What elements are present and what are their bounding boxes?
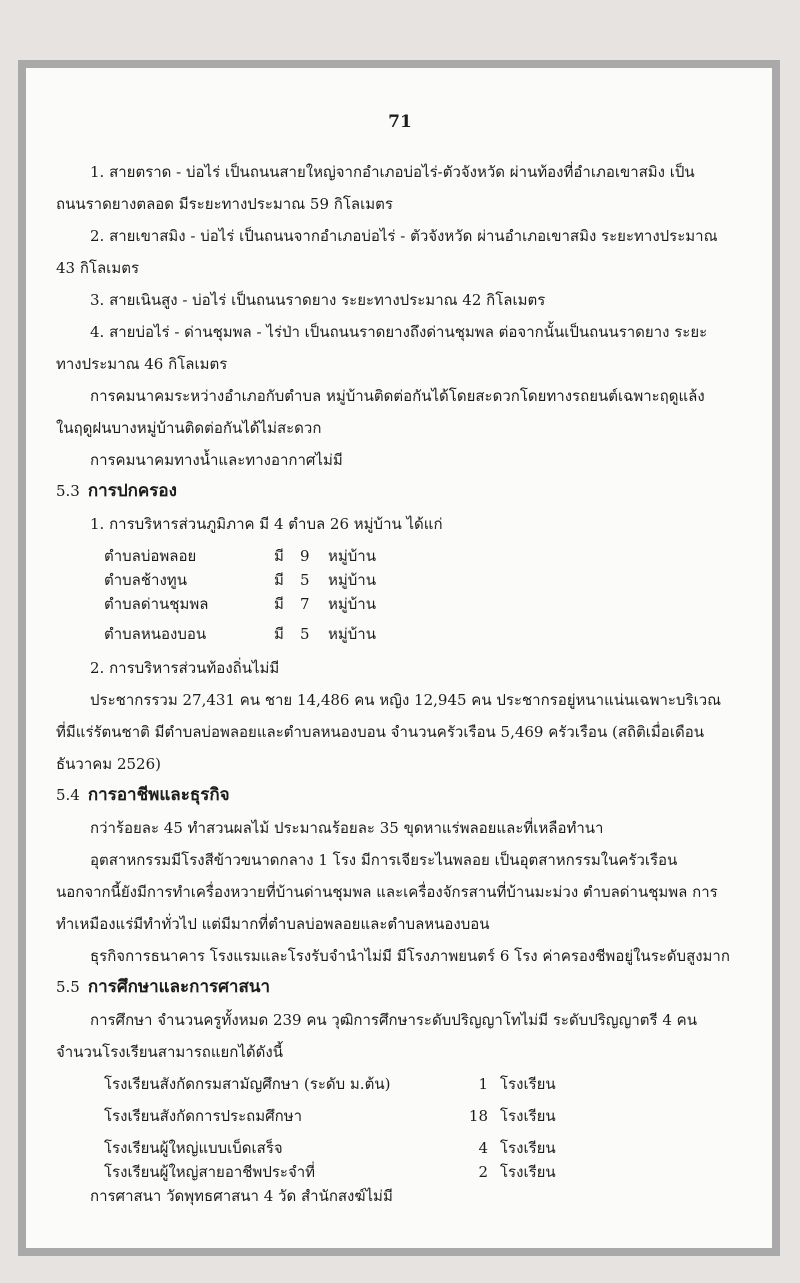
village-count: 5 (300, 571, 310, 589)
section-heading (56, 480, 177, 502)
text-line: ทำเหมืองแร่มีทำทั่วไป แต่มีมากที่ตำบลบ่อพลอยและตำบลหนองบอน (56, 915, 490, 933)
school-type: โรงเรียนสังกัดกรมสามัญศึกษา (ระดับ ม.ต้น) (104, 1075, 391, 1093)
school-count: 1 (478, 1075, 488, 1093)
village-unit: หมู่บ้าน (328, 547, 376, 565)
text-line: 2. สายเขาสมิง - บ่อไร่ เป็นถนนจากอำเภอบ่อไร่ - ตัวจังหวัด ผ่านอำเภอเขาสมิง ระยะทางประมาณ (90, 227, 718, 245)
text-line: การคมนาคมระหว่างอำเภอกับตำบล หมู่บ้านติดต่อกันได้โดยสะดวกโดยทางรถยนต์เฉพาะฤดูแล้ง (90, 387, 705, 405)
text-line: กว่าร้อยละ 45 ทำสวนผลไม้ ประมาณร้อยละ 35 ขุดหาแร่พลอยและที่เหลือทำนา (90, 819, 604, 837)
text-line: 3. สายเนินสูง - บ่อไร่ เป็นถนนราดยาง ระยะทางประมาณ 42 กิโลเมตร (90, 291, 546, 309)
school-row (0, 1074, 800, 1094)
school-unit: โรงเรียน (500, 1163, 556, 1181)
text-line: ประชากรรวม 27,431 คน ชาย 14,486 คน หญิง 12,945 คน ประชากรอยู่หนาแน่นเฉพาะบริเวณ (90, 691, 722, 709)
text-line: ในฤดูฝนบางหมู่บ้านติดต่อกันได้ไม่สะดวก (56, 419, 322, 437)
subdistrict-have: มี (274, 571, 284, 589)
text-line: 1. สายตราด - บ่อไร่ เป็นถนนสายใหญ่จากอำเภอบ่อไร่-ตัวจังหวัด ผ่านท้องที่อำเภอเขาสมิง เป็น (90, 163, 695, 181)
text-line: การคมนาคมทางน้ำและทางอากาศไม่มี (90, 451, 343, 469)
text-line: 43 กิโลเมตร (56, 259, 139, 277)
section-number: 5.4 (56, 786, 80, 804)
subdistrict-row (0, 570, 800, 590)
subdistrict-name: ตำบลหนองบอน (104, 625, 207, 643)
school-row (0, 1138, 800, 1158)
section-title: การอาชีพและธุรกิจ (87, 785, 230, 805)
section-number: 5.3 (56, 482, 80, 500)
subdistrict-row (0, 624, 800, 644)
school-type: โรงเรียนผู้ใหญ่สายอาชีพประจำที่ (104, 1163, 316, 1181)
village-count: 9 (300, 547, 310, 565)
village-unit: หมู่บ้าน (328, 595, 376, 613)
subdistrict-have: มี (274, 547, 284, 565)
text-line: ธุรกิจการธนาคาร โรงแรมและโรงรับจำนำไม่มี มีโรงภาพยนตร์ 6 โรง ค่าครองชีพอยู่ในระดับสูงมาก (90, 947, 730, 965)
school-row (0, 1162, 800, 1182)
section-number: 5.5 (56, 978, 80, 996)
school-row (0, 1106, 800, 1126)
subdistrict-have: มี (274, 595, 284, 613)
school-unit: โรงเรียน (500, 1139, 556, 1157)
subdistrict-name: ตำบลช้างทูน (104, 571, 187, 589)
village-unit: หมู่บ้าน (328, 625, 376, 643)
subdistrict-have: มี (274, 625, 284, 643)
subdistrict-name: ตำบลบ่อพลอย (104, 547, 197, 565)
subdistrict-row (0, 546, 800, 566)
school-unit: โรงเรียน (500, 1075, 556, 1093)
school-count: 18 (468, 1107, 488, 1125)
section-title: การปกครอง (87, 481, 177, 501)
village-count: 7 (300, 595, 310, 613)
text-line: ธันวาคม 2526) (56, 755, 161, 773)
school-count: 4 (478, 1139, 488, 1157)
text-line: การศาสนา วัดพุทธศาสนา 4 วัด สำนักสงฆ์ไม่มี (90, 1187, 393, 1205)
text-line: นอกจากนี้ยังมีการทำเครื่องหวายที่บ้านด่านชุมพล และเครื่องจักรสานที่บ้านมะม่วง ตำบลด่านชุมพล การ (56, 883, 718, 901)
section-heading (56, 784, 230, 806)
text-line: ที่มีแร่รัตนชาติ มีตำบลบ่อพลอยและตำบลหนองบอน จำนวนครัวเรือน 5,469 ครัวเรือน (สถิติเมื่อเดือน (56, 723, 704, 741)
text-line: 2. การบริหารส่วนท้องถิ่นไม่มี (90, 659, 280, 677)
village-unit: หมู่บ้าน (328, 571, 376, 589)
text-line: ทางประมาณ 46 กิโลเมตร (56, 355, 228, 373)
school-type: โรงเรียนผู้ใหญ่แบบเบ็ดเสร็จ (104, 1139, 283, 1157)
school-type: โรงเรียนสังกัดการประถมศึกษา (104, 1107, 303, 1125)
village-count: 5 (300, 625, 310, 643)
text-line: อุตสาหกรรมมีโรงสีข้าวขนาดกลาง 1 โรง มีการเจียระไนพลอย เป็นอุตสาหกรรมในครัวเรือน (90, 851, 678, 869)
text-line: 1. การบริหารส่วนภูมิภาค มี 4 ตำบล 26 หมู่บ้าน ได้แก่ (90, 515, 443, 533)
school-unit: โรงเรียน (500, 1107, 556, 1125)
text-line: ถนนราดยางตลอด มีระยะทางประมาณ 59 กิโลเมตร (56, 195, 393, 213)
text-line: 4. สายบ่อไร่ - ด่านชุมพล - ไร่ป่า เป็นถนนราดยางถึงด่านชุมพล ต่อจากนั้นเป็นถนนราดยาง ระยะ (90, 323, 708, 341)
subdistrict-row (0, 594, 800, 614)
section-heading (56, 976, 270, 998)
text-line: จำนวนโรงเรียนสามารถแยกได้ดังนี้ (56, 1043, 283, 1061)
text-line: การศึกษา จำนวนครูทั้งหมด 239 คน วุฒิการศึกษาระดับปริญญาโทไม่มี ระดับปริญญาตรี 4 คน (90, 1011, 697, 1029)
subdistrict-name: ตำบลด่านชุมพล (104, 595, 209, 613)
school-count: 2 (478, 1163, 488, 1181)
section-title: การศึกษาและการศาสนา (87, 977, 271, 997)
page-number: 71 (388, 112, 412, 132)
